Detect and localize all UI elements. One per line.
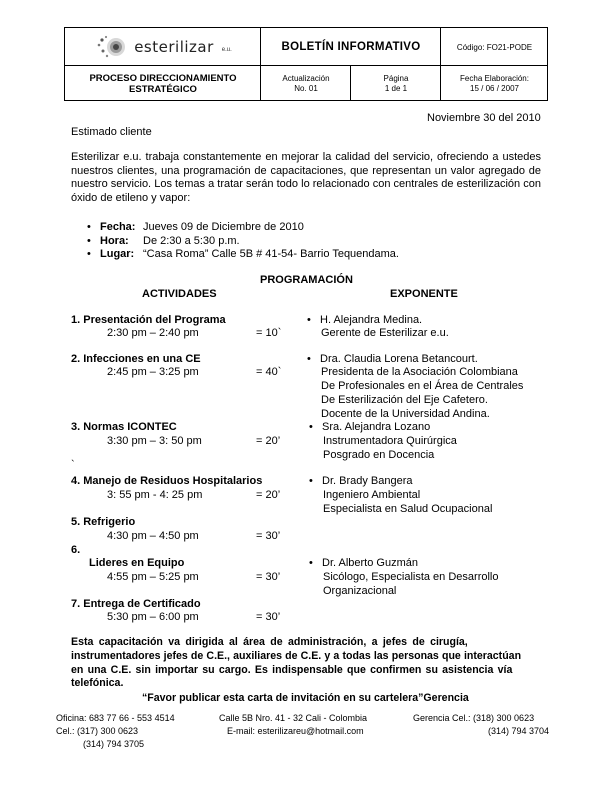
footer-phone-right: (314) 794 3704 (488, 726, 550, 736)
speaker-detail: Ingeniero Ambiental (323, 489, 421, 501)
process-name: PROCESO DIRECCIONAMIENTO ESTRATÉGICO (89, 72, 237, 95)
logo-suffix: e.u. (221, 47, 232, 53)
audience-line: telefónica. (71, 677, 124, 689)
footer-address: Calle 5B Nro. 41 - 32 Cali - Colombia (219, 713, 368, 723)
speaker-detail: Presidenta de la Asociación Colombiana (321, 366, 518, 378)
activity-duration: = 30’ (256, 611, 281, 623)
speaker-detail: Especialista en Salud Ocupacional (323, 503, 493, 515)
footer-email: E-mail: esterilizareu@hotmail.com (227, 726, 364, 736)
speaker-detail: Gerente de Esterilizar e.u. (321, 327, 449, 339)
activity-title: 1. Presentación del Programa (71, 314, 226, 326)
speaker-detail: De Profesionales en el Área de Centrales (321, 380, 524, 392)
activity-time: 5:30 pm – 6:00 pm (107, 611, 199, 623)
activity-title: 7. Entrega de Certificado (71, 598, 201, 610)
activity-time: 2:45 pm – 3:25 pm (107, 366, 199, 378)
update-number: Actualización No. 01 (282, 73, 330, 93)
program-title: PROGRAMACIÓN (260, 274, 353, 286)
logo-wordmark: esterilizar (134, 38, 214, 56)
document-header-table (64, 27, 548, 101)
footer-cell: Cel.: (317) 300 0623 (56, 726, 139, 736)
speaker-detail: De Esterilización del Eje Cafetero. (321, 394, 488, 406)
speaker-name: • Sra. Alejandra Lozano (322, 421, 430, 434)
activity-title: 5. Refrigerio (71, 516, 136, 528)
speaker-detail: Sicólogo, Especialista en Desarrollo (323, 571, 499, 583)
stray-mark: ` (71, 459, 75, 471)
activity-duration: = 10` (256, 327, 282, 339)
activity-duration: = 30’ (256, 571, 281, 583)
activity-duration: = 20’ (256, 435, 281, 447)
activity-time: 4:55 pm – 5:25 pm (107, 571, 199, 583)
greeting: Estimado cliente (71, 126, 152, 138)
publish-request: “Favor publicar esta carta de invitación en su cartelera”Gerencia (142, 692, 469, 704)
speaker-name: • H. Alejandra Medina. (320, 314, 422, 327)
detail-place: • Lugar: “Casa Roma” Calle 5B # 41-54- Barrio Tequendama. (100, 248, 134, 261)
company-logo (65, 28, 261, 66)
document-code: Código: FO21-PODE (456, 42, 533, 52)
activity-subtitle: Lideres en Equipo (89, 557, 185, 569)
intro-paragraph: Esterilizar e.u. trabaja constantemente en mejorar la calidad del servicio, ofreciendo a ustedes nuestros clientes, una programación de capacitaciones, que representan un valor agregado de nuestro servicio. Los temas a tratar serán todo lo relacionado con centrales de esterilización con óxido de etileno y vapor: (71, 151, 541, 204)
footer-office-phone: Oficina: 683 77 66 - 553 4514 (56, 713, 175, 723)
speaker-detail: Instrumentadora Quirúrgica (323, 435, 457, 447)
document-title: BOLETÍN INFORMATIVO (281, 41, 421, 53)
footer-manager-phone: Gerencia Cel.: (318) 300 0623 (413, 713, 535, 723)
audience-line: en una C.E. sin importar su cargo. Es indispensable que confirmen su asistencia vía (71, 664, 513, 676)
detail-time: • Hora: De 2:30 a 5:30 p.m. (100, 235, 129, 248)
activity-time: 4:30 pm – 4:50 pm (107, 530, 199, 542)
activity-title: 4. Manejo de Residuos Hospitalarios (71, 475, 263, 487)
activity-title: 6. (71, 544, 81, 556)
letter-date: Noviembre 30 del 2010 (427, 112, 541, 124)
logo-swirl-icon (94, 34, 128, 60)
speaker-detail: Posgrado en Docencia (323, 449, 435, 461)
activity-duration: = 30’ (256, 530, 281, 542)
speaker-name: • Dra. Claudia Lorena Betancourt. (320, 353, 478, 366)
speaker-name: • Dr. Brady Bangera (322, 475, 413, 488)
detail-date: • Fecha: Jueves 09 de Diciembre de 2010 (100, 221, 135, 234)
activity-duration: = 20’ (256, 489, 281, 501)
footer-phone-left: (314) 794 3705 (83, 739, 145, 749)
speaker-column-header: EXPONENTE (390, 288, 458, 300)
activity-title: 3. Normas ICONTEC (71, 421, 177, 433)
speaker-detail: Organizacional (323, 585, 397, 597)
speaker-name: • Dr. Alberto Guzmán (322, 557, 418, 570)
activity-time: 2:30 pm – 2:40 pm (107, 327, 199, 339)
activity-duration: = 40` (256, 366, 282, 378)
activities-column-header: ACTIVIDADES (142, 288, 217, 300)
speaker-detail: Docente de la Universidad Andina. (321, 408, 490, 420)
activity-time: 3:30 pm – 3: 50 pm (107, 435, 202, 447)
audience-line: instrumentadores jefes de C.E., auxiliares de C.E. y a todas las personas que interactúan (71, 650, 522, 662)
creation-date: Fecha Elaboración: 15 / 06 / 2007 (460, 73, 529, 93)
audience-line: Esta capacitación va dirigida al área de administración, a jefes de cirugía, (71, 636, 468, 648)
activity-time: 3: 55 pm - 4: 25 pm (107, 489, 203, 501)
activity-title: 2. Infecciones en una CE (71, 353, 201, 365)
page-number: Página 1 de 1 (383, 73, 409, 93)
